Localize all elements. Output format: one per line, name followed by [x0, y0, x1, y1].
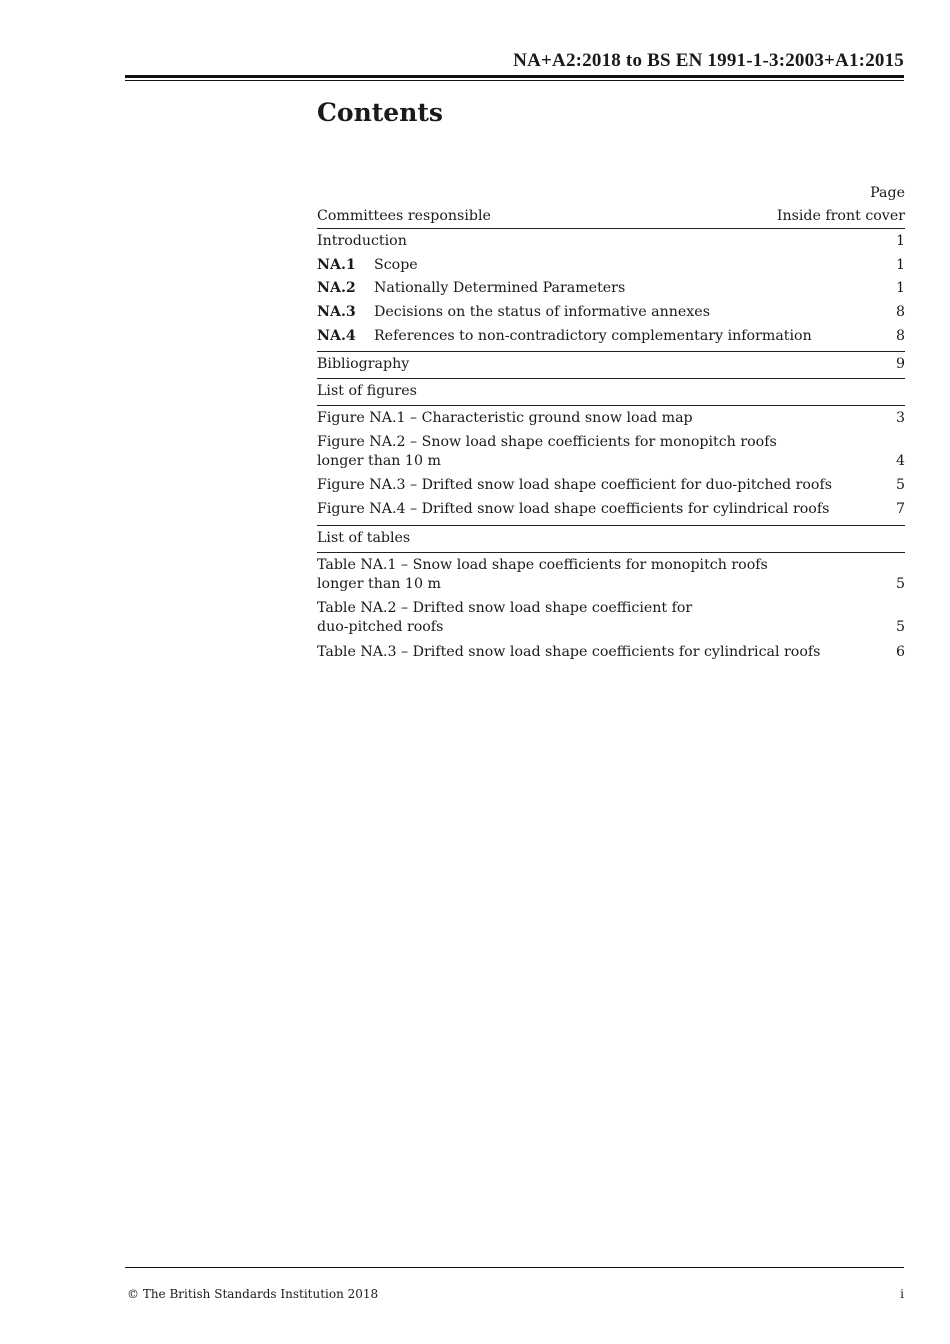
- copyright-notice: © The British Standards Institution 2018: [127, 1287, 379, 1301]
- section-title: Nationally Determined Parameters: [374, 280, 626, 296]
- toc-entry-bibliography[interactable]: [317, 355, 905, 374]
- figure-entry[interactable]: [317, 476, 905, 495]
- page-column-header: [317, 184, 905, 203]
- toc-entry-label: Committees responsible: [317, 208, 491, 224]
- toc-entry-label: Bibliography: [317, 356, 410, 372]
- section-number: NA.3: [317, 304, 356, 320]
- toc-entry-page: 5: [895, 576, 905, 592]
- toc-entry-page: 6: [895, 644, 905, 660]
- section-number: NA.2: [317, 280, 356, 296]
- toc-entry-page: 8: [895, 328, 905, 344]
- toc-entry-page: 4: [895, 453, 905, 469]
- divider: [317, 525, 905, 526]
- figure-title: Figure NA.1 – Characteristic ground snow load map: [317, 410, 693, 426]
- table-title-continued: longer than 10 m: [317, 576, 441, 592]
- section-title: Decisions on the status of informative annexes: [374, 304, 710, 320]
- figure-title: Figure NA.2 – Snow load shape coefficients for monopitch roofs: [317, 434, 777, 450]
- figure-title: Figure NA.4 – Drifted snow load shape coefficients for cylindrical roofs: [317, 501, 830, 517]
- table-entry[interactable]: [317, 599, 905, 637]
- header-rule: [125, 75, 904, 78]
- section-number: NA.4: [317, 328, 356, 344]
- page-title: Contents: [317, 98, 444, 127]
- table-title: Table NA.2 – Drifted snow load shape coefficient for: [317, 600, 693, 616]
- divider: [317, 405, 905, 406]
- toc-entry-page: 8: [895, 304, 905, 320]
- figure-entry[interactable]: [317, 500, 905, 519]
- document-reference-header: NA+A2:2018 to BS EN 1991-1-3:2003+A1:2015: [513, 50, 904, 71]
- section-heading: List of tables: [317, 530, 411, 546]
- toc-entry-section[interactable]: [317, 256, 905, 275]
- list-of-figures-heading: [317, 382, 905, 401]
- table-title: Table NA.1 – Snow load shape coefficients for monopitch roofs: [317, 557, 768, 573]
- table-of-contents: [317, 184, 905, 662]
- toc-entry-page: 5: [895, 619, 905, 635]
- header-rule-thin: [125, 80, 904, 81]
- table-title-continued: duo-pitched roofs: [317, 619, 444, 635]
- figure-title-continued: longer than 10 m: [317, 453, 441, 469]
- toc-entry-committees[interactable]: [317, 207, 905, 226]
- toc-entry-page: 3: [895, 410, 905, 426]
- toc-entry-page: 9: [895, 356, 905, 372]
- toc-entry-page: 1: [895, 257, 905, 273]
- table-entry[interactable]: [317, 556, 905, 594]
- table-title: Table NA.3 – Drifted snow load shape coefficients for cylindrical roofs: [317, 644, 821, 660]
- toc-entry-page: 7: [895, 501, 905, 517]
- section-number: NA.1: [317, 257, 356, 273]
- page-column-label: Page: [870, 185, 905, 201]
- toc-entry-section[interactable]: [317, 327, 905, 346]
- figure-title: Figure NA.3 – Drifted snow load shape coefficient for duo-pitched roofs: [317, 477, 832, 493]
- toc-entry-page: Inside front cover: [776, 208, 905, 224]
- toc-entry-section[interactable]: [317, 303, 905, 322]
- toc-entry-page: 5: [895, 477, 905, 493]
- section-title: References to non-contradictory complementary information: [374, 328, 812, 344]
- toc-entry-page: 1: [895, 233, 905, 249]
- divider: [317, 378, 905, 379]
- figure-entry[interactable]: [317, 409, 905, 428]
- figure-entry[interactable]: [317, 433, 905, 471]
- list-of-tables-heading: [317, 529, 905, 548]
- divider: [317, 228, 905, 229]
- section-title: Scope: [374, 257, 418, 273]
- footer-rule: [125, 1267, 904, 1268]
- page-number: i: [900, 1287, 904, 1301]
- table-entry[interactable]: [317, 643, 905, 662]
- divider: [317, 351, 905, 352]
- section-heading: List of figures: [317, 383, 417, 399]
- toc-entry-label: Introduction: [317, 233, 407, 249]
- toc-entry-introduction[interactable]: [317, 232, 905, 251]
- toc-entry-section[interactable]: [317, 279, 905, 298]
- divider: [317, 552, 905, 553]
- toc-entry-page: 1: [895, 280, 905, 296]
